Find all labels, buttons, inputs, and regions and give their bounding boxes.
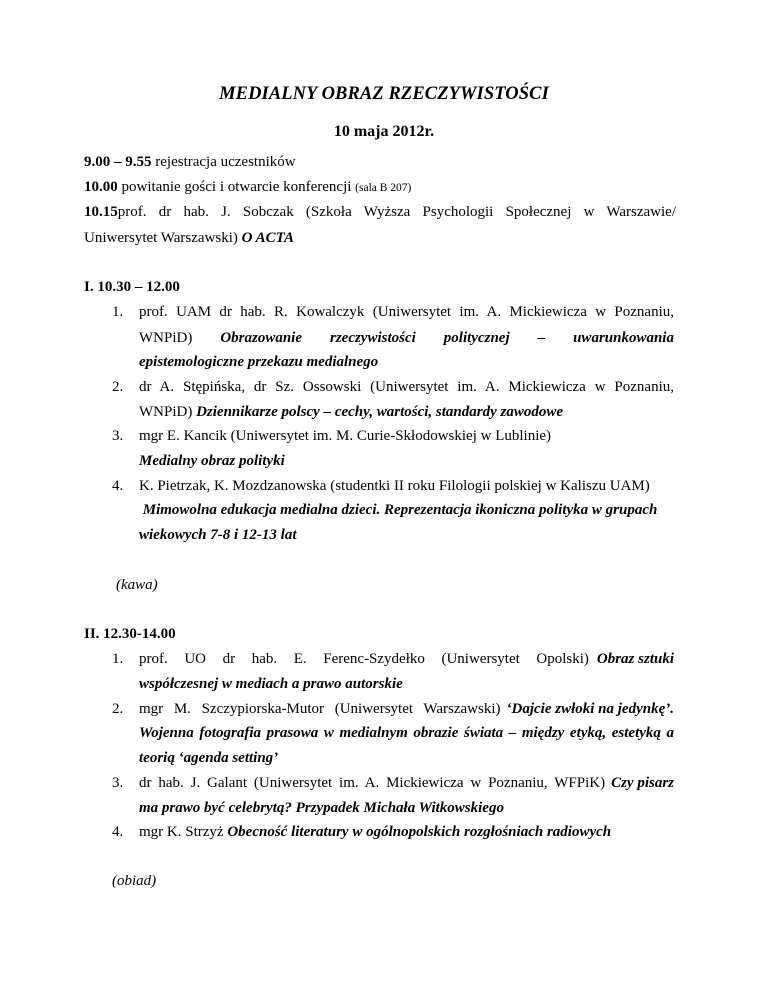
- opening-talk-title: O ACTA: [241, 230, 295, 246]
- welcome-line: [84, 178, 411, 198]
- session1-item1-word6: uwarunkowania: [573, 330, 674, 346]
- session2-item2-speaker: mgr M. Szczypiorska-Mutor (Uniwersytet Warszawski): [139, 701, 501, 717]
- session2-item1-title-start: Obraz sztuki: [596, 651, 674, 667]
- session1-item1-line3: epistemologiczne przekazu medialnego: [139, 354, 379, 370]
- session2-item3-title-start: Czy pisarz: [611, 775, 674, 791]
- session1-item1-line1: prof. UAM dr hab. R. Kowalczyk (Uniwersytet im. A. Mickiewicza w Poznaniu,: [139, 304, 674, 320]
- session1-item3-title: Medialny obraz polityki: [139, 453, 285, 469]
- session1-heading: I. 10.30 – 12.00: [84, 279, 180, 295]
- opening-talk-line2: [84, 229, 294, 248]
- opening-talk-line1: [84, 203, 676, 222]
- session1-item2-affiliation: WNPiD): [139, 404, 197, 420]
- session2-item1-title-end: współczesnej w mediach a prawo autorskie: [139, 676, 403, 692]
- lunch-break: (obiad): [112, 873, 157, 889]
- session1-item4-title-line2: wiekowych 7-8 i 12-13 lat: [139, 527, 297, 543]
- session2-item2-number: 2.: [112, 701, 124, 717]
- session2-item3-line1: [139, 774, 674, 793]
- session1-item3-number: 3.: [112, 428, 124, 444]
- session2-item4-speaker: mgr K. Strzyż: [139, 824, 228, 840]
- session1-item1-word5: –: [537, 330, 546, 346]
- welcome-text: powitanie gości i otwarcie konferencji: [117, 179, 356, 195]
- session2-item4-line1: [139, 823, 674, 842]
- coffee-break: (kawa): [116, 577, 158, 593]
- session2-item3-title-end: ma prawo być celebrytą? Przypadek Michała Witkowskiego: [139, 800, 504, 816]
- document-title: MEDIALNY OBRAZ RZECZYWISTOŚCI: [219, 84, 549, 104]
- session2-item3-number: 3.: [112, 775, 124, 791]
- session1-item4-title-line1: Mimowolna edukacja medialna dzieci. Reprezentacja ikoniczna polityka w grupach: [139, 502, 658, 518]
- session1-item1-word1: WNPiD): [139, 330, 193, 346]
- session1-item1-word3: rzeczywistości: [329, 330, 416, 346]
- session1-item2-number: 2.: [112, 379, 124, 395]
- session2-item2-title-middle: Wojenna fotografia prasowa w medialnym obrazie świata – między etyką, estetyką a: [139, 725, 674, 741]
- session2-item1-line1: [139, 650, 674, 669]
- session2-item4-number: 4.: [112, 824, 124, 840]
- session2-item4-title: Obecność literatury w ogólnopolskich rozgłośniach radiowych: [227, 824, 612, 840]
- opening-talk-speaker: prof. dr hab. J. Sobczak (Szkoła Wyższa Psychologii Społecznej w Warszawie/: [117, 204, 676, 220]
- opening-talk-time: 10.15: [84, 204, 118, 220]
- session2-item2-title-start: ‘Dajcie zwłoki na jedynkę’.: [506, 701, 674, 717]
- registration-line: [84, 153, 296, 172]
- welcome-room: (sala B 207): [355, 182, 412, 194]
- session2-item2-line1: [139, 700, 674, 719]
- conference-date: 10 maja 2012r.: [333, 123, 435, 140]
- session1-item1-line2: [139, 329, 674, 348]
- session1-item1-word4: politycznej: [443, 330, 510, 346]
- session1-item3-line1: mgr E. Kancik (Uniwersytet im. M. Curie-Skłodowskiej w Lublinie): [139, 428, 552, 444]
- session1-item2-title: Dziennikarze polscy – cechy, wartości, standardy zawodowe: [196, 404, 564, 420]
- session2-item1-speaker: prof. UO dr hab. E. Ferenc-Szydełko (Uniwersytet Opolski): [139, 651, 589, 667]
- registration-text: rejestracja uczestników: [151, 154, 296, 170]
- session2-item1-number: 1.: [112, 651, 124, 667]
- session1-item2-line2: [139, 403, 674, 422]
- session1-item4-number: 4.: [112, 478, 124, 494]
- session1-item2-line1: dr A. Stępińska, dr Sz. Ossowski (Uniwersytet im. A. Mickiewicza w Poznaniu,: [139, 379, 674, 395]
- session2-heading: II. 12.30-14.00: [84, 626, 176, 642]
- opening-talk-affiliation: Uniwersytet Warszawski): [84, 230, 242, 246]
- session2-item2-title-end: teorią ‘agenda setting’: [139, 750, 279, 766]
- session1-item1-number: 1.: [112, 304, 124, 320]
- welcome-time: 10.00: [84, 179, 118, 195]
- session2-item3-speaker: dr hab. J. Galant (Uniwersytet im. A. Mickiewicza w Poznaniu, WFPiK): [139, 775, 606, 791]
- session1-item1-word2: Obrazowanie: [220, 330, 302, 346]
- session1-item4-line1: K. Pietrzak, K. Mozdzanowska (studentki II roku Filologii polskiej w Kaliszu UAM): [139, 478, 650, 494]
- registration-time: 9.00 – 9.55: [84, 154, 152, 170]
